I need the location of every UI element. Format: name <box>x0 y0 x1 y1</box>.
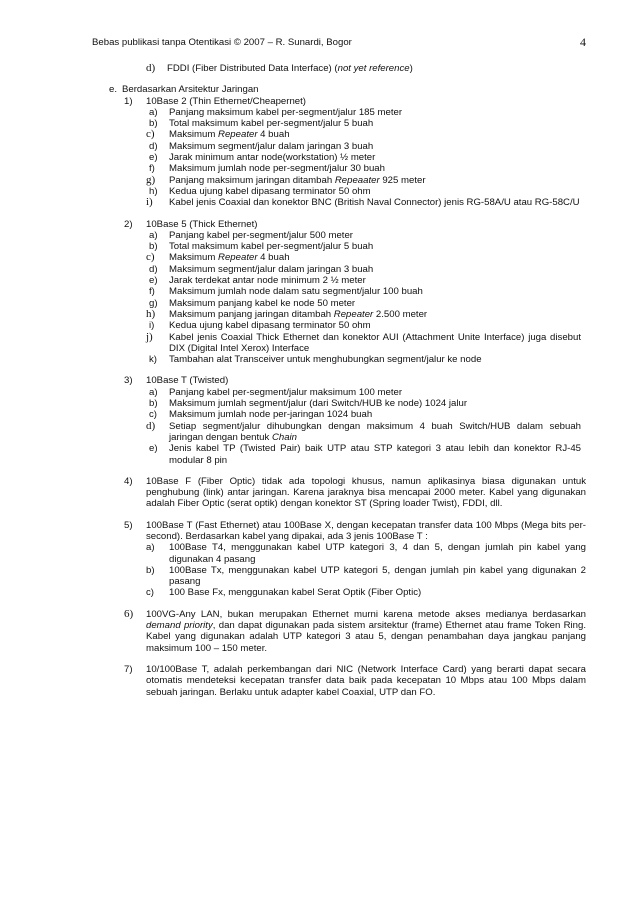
paragraph-text: 100VG-Any LAN, bukan merupakan Ethernet murni karena metode akses medianya berdasarkan <box>146 608 586 620</box>
list-text: 4 buah <box>257 129 290 141</box>
list-item <box>0 118 638 129</box>
list-marker: i) <box>149 320 155 332</box>
list-marker: c) <box>146 128 155 141</box>
emphasis-text: Repeater <box>333 308 374 320</box>
list-marker: h) <box>146 307 156 320</box>
list-text: Jarak minimum antar node(workstation) ½ meter <box>169 152 376 164</box>
list-text: 100Base T4, menggunakan kabel UTP kategori 3, 4 dan 5, dengan jumlah pin kabel yang digunakan 4 pasang <box>169 542 586 565</box>
list-item <box>0 129 638 140</box>
list-text: Kedua ujung kabel dipasang terminator 50 ohm <box>169 320 371 332</box>
page-header <box>92 37 586 51</box>
list-text: Maksimum jumlah node per-segment/jalur 30 buah <box>169 163 385 175</box>
subsection-100vg-anylan <box>0 609 638 654</box>
list-marker: c) <box>149 409 157 421</box>
list-text: Jarak terdekat antar node minimum 2 ½ meter <box>169 275 366 287</box>
subsection-10baset <box>0 375 638 386</box>
list-item <box>0 275 638 286</box>
page-content <box>0 63 638 698</box>
list-marker: a) <box>146 542 155 554</box>
subsection-10base5 <box>0 219 638 230</box>
list-item <box>0 309 638 320</box>
section-title: Berdasarkan Arsitektur Jaringan <box>122 84 259 96</box>
list-text: FDDI (Fiber Distributed Data Interface) ( <box>167 63 338 74</box>
list-text: ) <box>409 63 413 74</box>
list-text: Total maksimum kabel per-segment/jalur 5 buah <box>169 241 374 253</box>
list-text: 100Base Tx, menggunakan kabel UTP kategori 5, dengan jumlah pin kabel yang digunakan 2 pasang <box>169 564 586 588</box>
list-item <box>0 141 638 152</box>
list-item <box>0 230 638 241</box>
list-item <box>0 298 638 309</box>
subsection-10-100baset <box>0 664 638 698</box>
list-marker: d) <box>146 62 156 74</box>
list-item <box>0 163 638 174</box>
list-text: Maksimum segment/jalur dalam jaringan 3 buah <box>169 140 374 152</box>
list-text: Kabel jenis Coaxial dan konektor BNC (British Naval Connector) jenis RG-58A/U atau RG-58C/U <box>169 197 580 209</box>
list-marker: b) <box>146 564 155 576</box>
list-marker: j) <box>146 330 153 343</box>
list-item <box>0 542 638 565</box>
list-item <box>0 197 638 208</box>
list-text: Maksimum panjang kabel ke node 50 meter <box>169 297 356 309</box>
list-text: Maksimum jumlah node per-jaringan 1024 buah <box>169 409 373 421</box>
list-text: Tambahan alat Transceiver untuk menghubungkan segment/jalur ke node <box>169 354 482 366</box>
subsection-100baset <box>0 520 638 543</box>
list-marker: g) <box>146 173 156 186</box>
list-text: Panjang maksimum kabel per-segment/jalur 185 meter <box>169 106 403 118</box>
list-item <box>0 264 638 275</box>
list-text: 100 Base Fx, menggunakan kabel Serat Optik (Fiber Optic) <box>169 587 422 599</box>
list-text: Jenis kabel TP (Twisted Pair) baik UTP atau STP kategori 3 atau lebih dan konektor RJ-45 modular 8 pin <box>169 443 581 466</box>
list-item <box>0 587 638 598</box>
list-item <box>0 387 638 398</box>
list-marker: e) <box>149 443 158 455</box>
section-e-heading <box>0 84 638 95</box>
list-text: Panjang kabel per-segment/jalur maksimum 100 meter <box>169 386 403 398</box>
list-text: Maksimum jumlah segment/jalur (dari Switch/HUB ke node) 1024 jalur <box>169 398 468 410</box>
list-item <box>0 252 638 263</box>
list-text: Panjang maksimum jaringan ditambah <box>169 174 335 186</box>
list-marker: a) <box>149 386 158 398</box>
list-item <box>0 354 638 365</box>
list-marker: f) <box>149 286 155 298</box>
list-marker: b) <box>149 118 158 130</box>
list-marker: d) <box>149 140 158 152</box>
list-marker: b) <box>149 241 158 253</box>
list-marker: e) <box>149 152 158 164</box>
list-item <box>0 443 638 466</box>
list-marker: d) <box>146 419 156 432</box>
subsection-10basef <box>0 476 638 510</box>
list-text: 925 meter <box>379 174 426 186</box>
list-text: Kedua ujung kabel dipasang terminator 50 ohm <box>169 185 371 197</box>
list-text: Kabel jenis Coaxial Thick Ethernet dan konektor AUI (Attachment Unite Interface) juga disebut DIX (Digital Intel Xerox) Interface <box>169 331 581 354</box>
emphasis-text: Chain <box>271 431 298 443</box>
paragraph-text: 100Base T (Fast Ethernet) atau 100Base X, dengan kecepatan transfer data 100 Mbps (Mega bits per-second). Berdasarkan kabel yang dipakai, ada 3 jenis 100Base T : <box>146 519 586 542</box>
list-marker: a) <box>149 229 158 241</box>
header-text: Bebas publikasi tanpa Otentikasi © 2007 – R. Sunardi, Bogor <box>92 37 352 48</box>
emphasis-text: Repeater <box>218 129 258 141</box>
list-marker: c) <box>146 251 155 264</box>
list-marker: 7) <box>124 663 133 675</box>
list-text: Panjang kabel per-segment/jalur 500 meter <box>169 229 353 241</box>
paragraph-text: , dan dapat digunakan pada sistem arsitektur (frame) Ethernet atau frame Token Ring. Kabel yang digunakan adalah UTP kategori 3 atau 5, dengan penambahan daya jangkau panjang maksimum 100 – 150 meter. <box>146 620 587 654</box>
subsection-title: 10Base 2 (Thin Ethernet/Cheapernet) <box>146 95 306 107</box>
list-marker: a) <box>149 106 158 118</box>
list-marker: g) <box>149 297 158 309</box>
list-marker: h) <box>149 185 158 197</box>
list-marker: b) <box>149 398 158 410</box>
list-marker: 2) <box>124 218 133 230</box>
subsection-title: 10Base T (Twisted) <box>146 375 229 387</box>
emphasis-text: demand priority <box>146 620 213 632</box>
list-marker: f) <box>149 163 155 175</box>
list-marker: e) <box>149 275 158 287</box>
list-item <box>0 186 638 197</box>
list-text: Maksimum <box>169 252 219 264</box>
list-text: 4 buah <box>257 252 290 264</box>
list-item-d-fddi <box>0 63 638 74</box>
list-item <box>0 332 638 355</box>
list-text: Maksimum panjang jaringan ditambah <box>169 308 334 320</box>
paragraph-text: 10Base F (Fiber Optic) tidak ada topologi khusus, namun aplikasinya biasa digunakan untuk penghubung (link) antar jaringan. Karena jaraknya bisa mencapai 2000 meter. Kabel yang digunakan adalah Fiber Optic (serat optik) dengan konektor ST (Spring loader Twist), FDDI, dll. <box>146 475 586 510</box>
list-marker: k) <box>149 354 157 366</box>
list-marker: 6) <box>124 607 134 620</box>
paragraph-text: 10/100Base T, adalah perkembangan dari NIC (Network Interface Card) yang berarti dapat secara otomatis mendeteksi kecepatan transfer data baik pada kecepatan 10 Mbps atau 100 Mbps dalam sebuah jaringan. Berlaku untuk adapter kabel Coaxial, UTP dan FO. <box>146 663 586 698</box>
list-item <box>0 565 638 588</box>
list-item <box>0 175 638 186</box>
list-marker: 1) <box>124 95 133 107</box>
list-item <box>0 409 638 420</box>
list-item <box>0 241 638 252</box>
list-marker: d) <box>149 263 158 275</box>
subsection-10base2 <box>0 96 638 107</box>
list-item <box>0 286 638 297</box>
list-item <box>0 152 638 163</box>
list-text: Maksimum jumlah node dalam satu segment/jalur 100 buah <box>169 286 423 298</box>
list-text: 2.500 meter <box>373 308 428 320</box>
list-marker: 3) <box>124 375 133 387</box>
list-item <box>0 421 638 444</box>
list-marker: i) <box>146 196 153 209</box>
list-text: Maksimum <box>169 129 219 141</box>
list-text: Total maksimum kabel per-segment/jalur 5 buah <box>169 118 374 130</box>
section-marker: e. <box>109 84 118 96</box>
note-text: not yet reference <box>337 63 410 74</box>
list-text: Setiap segment/jalur dihubungkan dengan maksimum 4 buah Switch/HUB dalam sebuah jaringan dengan bentuk <box>169 420 581 443</box>
list-item <box>0 107 638 118</box>
list-marker: 4) <box>124 475 133 487</box>
emphasis-text: Repeater <box>218 252 258 264</box>
list-item <box>0 320 638 331</box>
page-number: 4 <box>580 35 586 49</box>
list-marker: 5) <box>124 519 133 531</box>
list-text: Maksimum segment/jalur dalam jaringan 3 buah <box>169 263 374 275</box>
list-item <box>0 398 638 409</box>
subsection-title: 10Base 5 (Thick Ethernet) <box>146 218 258 230</box>
list-marker: c) <box>146 587 154 599</box>
emphasis-text: Repeaater <box>334 174 380 186</box>
